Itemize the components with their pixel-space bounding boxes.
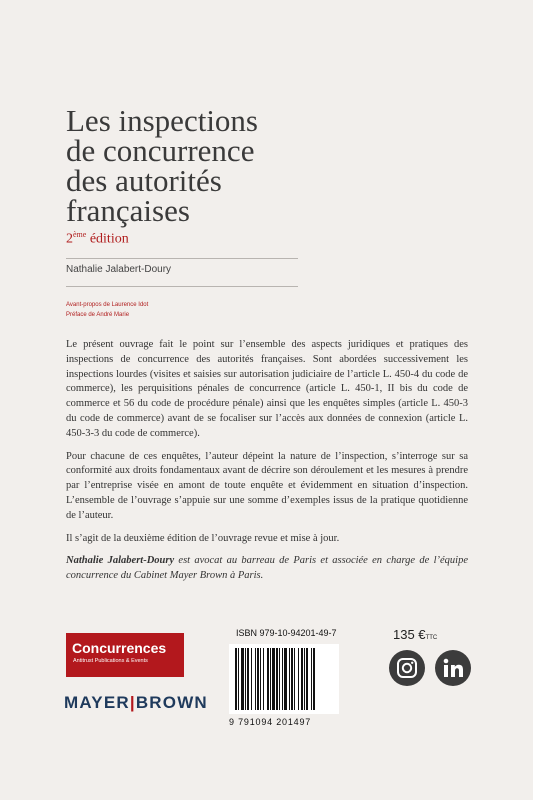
barcode-bar bbox=[241, 648, 244, 710]
edition-superscript: ème bbox=[73, 230, 87, 239]
title-line: françaises bbox=[66, 193, 190, 228]
barcode-bar bbox=[267, 648, 269, 710]
instagram-icon[interactable] bbox=[389, 650, 425, 686]
barcode-number: 9 791094 201497 bbox=[229, 717, 312, 727]
barcode-bar bbox=[270, 648, 271, 710]
barcode-bar bbox=[247, 648, 249, 710]
barcode-bar bbox=[257, 648, 259, 710]
brown-word: BROWN bbox=[135, 693, 208, 712]
barcode-bar bbox=[304, 648, 305, 710]
barcode-bar bbox=[276, 648, 278, 710]
barcode-bar bbox=[282, 648, 283, 710]
linkedin-icon[interactable] bbox=[435, 650, 471, 686]
price-suffix: TTC bbox=[425, 635, 438, 641]
barcode-bar bbox=[255, 648, 256, 710]
title-line: des autorités bbox=[66, 163, 222, 198]
barcode-bar bbox=[284, 648, 287, 710]
price bbox=[393, 627, 437, 642]
barcode-bar bbox=[313, 648, 315, 710]
price-amount: 135 € bbox=[393, 627, 426, 642]
linkedin-glyph bbox=[442, 657, 464, 679]
barcode-bar bbox=[311, 648, 312, 710]
publisher-tagline: Antitrust Publications & Events bbox=[73, 658, 148, 664]
isbn-label: ISBN 979-10-94201-49-7 bbox=[236, 628, 337, 638]
barcode-bar bbox=[294, 648, 295, 710]
divider bbox=[66, 258, 298, 259]
barcode-bar bbox=[298, 648, 299, 710]
barcode bbox=[229, 644, 339, 714]
author-bio bbox=[66, 554, 468, 584]
logo-separator: | bbox=[129, 693, 136, 712]
barcode-bars bbox=[229, 644, 339, 714]
barcode-bar bbox=[260, 648, 261, 710]
title-line: Les inspections bbox=[66, 103, 258, 138]
mayer-brown-logo bbox=[64, 693, 208, 713]
barcode-bar bbox=[272, 648, 275, 710]
barcode-bar bbox=[291, 648, 293, 710]
book-title bbox=[66, 103, 258, 228]
mayer-word: MAYER bbox=[64, 693, 130, 712]
blurb bbox=[66, 338, 468, 592]
barcode-bar bbox=[289, 648, 290, 710]
credits bbox=[66, 300, 148, 320]
barcode-bar bbox=[306, 648, 308, 710]
instagram-glyph bbox=[396, 657, 418, 679]
barcode-bar bbox=[245, 648, 246, 710]
author-name: Nathalie Jalabert-Doury bbox=[66, 264, 172, 275]
bio-text: est avocat au barreau de Paris et associée en charge de l’équipe concurrence du Cabinet Mayer Brown à Paris. bbox=[66, 555, 468, 582]
barcode-bar bbox=[235, 648, 237, 710]
foreword-credit: Avant-propos de Laurence Idot bbox=[66, 302, 149, 308]
edition-label bbox=[66, 230, 129, 248]
edition-number: 2 bbox=[66, 231, 73, 247]
barcode-bar bbox=[279, 648, 280, 710]
title-line: de concurrence bbox=[66, 133, 255, 168]
bio-name: Nathalie Jalabert-Doury bbox=[66, 555, 175, 567]
preface-credit: Préface de André Marie bbox=[66, 312, 130, 318]
edition-word: édition bbox=[86, 231, 129, 247]
barcode-bar bbox=[263, 648, 264, 710]
barcode-bar bbox=[238, 648, 239, 710]
barcode-bar bbox=[301, 648, 303, 710]
blurb-paragraph: Il s’agit de la deuxième édition de l’ouvrage revue et mise à jour. bbox=[66, 532, 340, 544]
blurb-paragraph: Pour chacune de ces enquêtes, l’auteur dépeint la nature de l’inspection, s’interroge sur sa conformité aux droits fondamentaux avant de décrire son déroulement et les mesures à prendre par l’entreprise visée en amont de toute enquête et évidemment en situation d’inspection. L’ensemble de l’ouvrage s’appuie sur une somme d’exemples issus de la pratique quotidienne de l’auteur. bbox=[66, 450, 468, 521]
publisher-name: Concurrences bbox=[72, 640, 167, 656]
concurrences-logo bbox=[66, 633, 184, 677]
blurb-paragraph: Le présent ouvrage fait le point sur l’ensemble des aspects juridiques et pratiques des inspections de concurrence des autorités françaises. Sont abordées successivement les inspections lourdes (visites et saisies sur autorisation judiciaire de l’article L. 450-4 du code de commerce), les perquisitions pénales de concurrence (article L. 450-1, II bis du code de commerce et 56 du code de procédure pénale) ainsi que les enquêtes simples (article L. 450-3 du code de commerce) avant de se focaliser sur l’accès aux données de connexion (article L. 450-3-3 du code de commerce). bbox=[66, 339, 468, 439]
barcode-bar bbox=[251, 648, 252, 710]
divider bbox=[66, 286, 298, 287]
